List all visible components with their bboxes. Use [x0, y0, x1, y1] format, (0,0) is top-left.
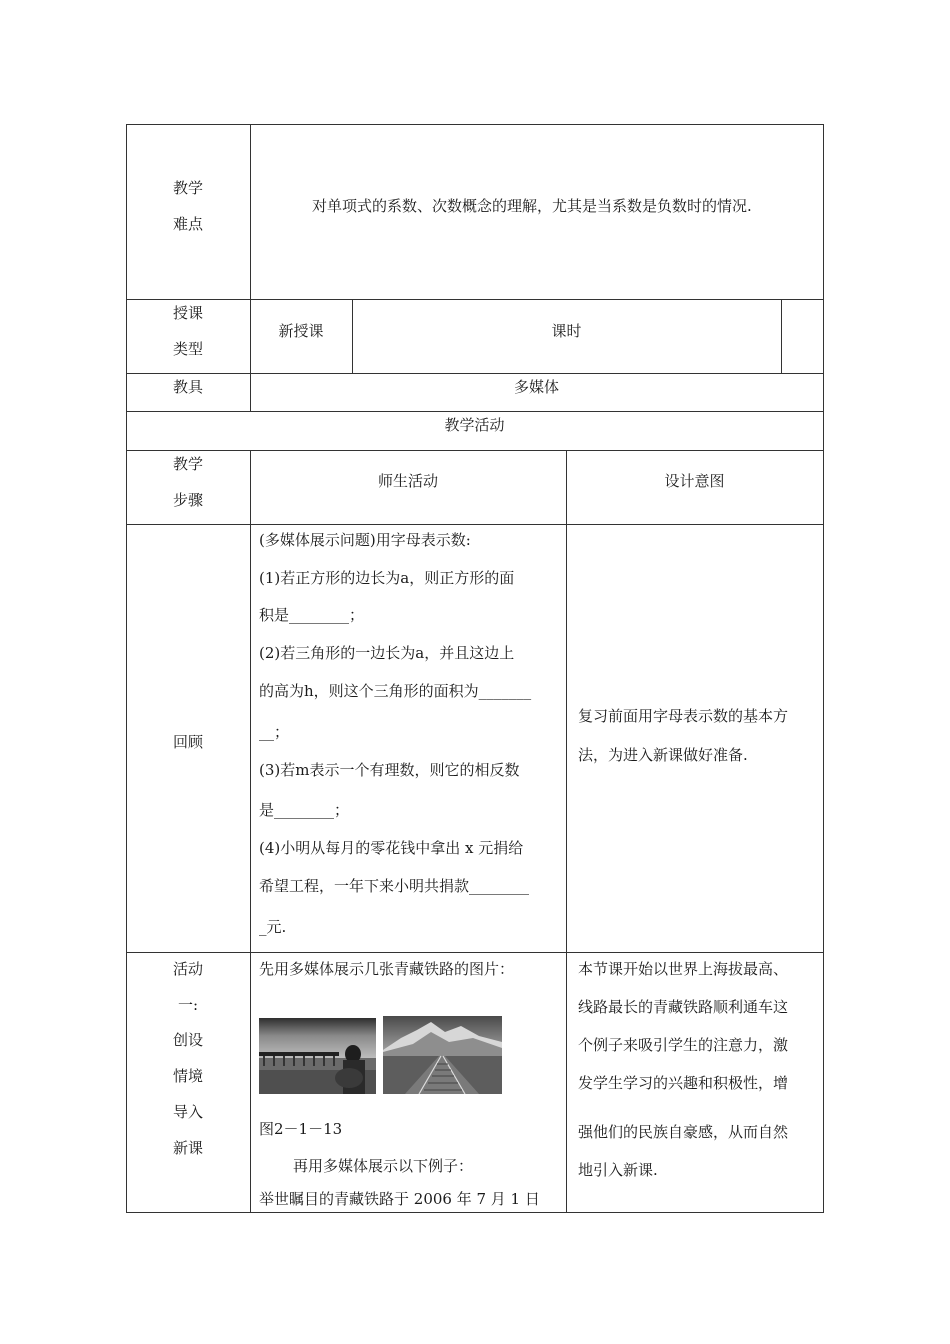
table-border-right [823, 124, 824, 1213]
activity-one-line: 再用多媒体展示以下例子： [293, 1157, 474, 1175]
activity-one-intent-line: 线路最长的青藏铁路顺利通车这 [578, 998, 789, 1016]
review-line: 是________； [259, 801, 350, 819]
review-line: (3)若m表示一个有理数，则它的相反数 [259, 761, 520, 779]
activity-one-label-line: 一: [177, 996, 199, 1014]
qinghai-tibet-railway-photo-1 [259, 1018, 376, 1094]
difficulty-content: 对单项式的系数、次数概念的理解，尤其是当系数是负数时的情况. [312, 197, 752, 215]
review-label: 回顾 [172, 733, 203, 751]
review-line: 积是________； [259, 606, 365, 624]
activity-one-intent-line: 强他们的民族自豪感，从而自然 [578, 1123, 789, 1141]
class-hours-label: 课时 [551, 322, 582, 340]
table-border-bottom [126, 1212, 824, 1213]
teaching-activities-heading: 教学活动 [444, 416, 505, 434]
difficulty-label-line1: 教学 [172, 179, 203, 197]
review-intent-line: 复习前面用字母表示数的基本方 [578, 707, 789, 725]
activity-one-intro: 先用多媒体展示几张青藏铁路的图片： [259, 960, 515, 978]
teaching-aids-value: 多媒体 [513, 378, 559, 396]
activity-one-label-line: 情境 [172, 1067, 203, 1085]
activity-header: 师生活动 [377, 472, 438, 490]
activity-one-intent-line: 地引入新课. [578, 1161, 658, 1179]
activity-one-intent-line: 本节课开始以世界上海拔最高、 [578, 960, 789, 978]
row-divider [126, 299, 824, 300]
activity-one-label-line: 活动 [172, 960, 203, 978]
review-line: (多媒体展示问题)用字母表示数: [259, 531, 471, 549]
intent-header: 设计意图 [664, 472, 725, 490]
review-line: (4)小明从每月的零花钱中拿出 x 元捐给 [259, 839, 524, 857]
row-divider [126, 952, 824, 953]
review-line: 的高为h，则这个三角形的面积为_______ [259, 682, 532, 700]
row-divider [126, 373, 824, 374]
row-divider [126, 450, 824, 451]
row-divider [126, 524, 824, 525]
review-line: (1)若正方形的边长为a，则正方形的面 [259, 569, 515, 587]
difficulty-label-line2: 难点 [172, 215, 203, 233]
activity-one-line: 举世瞩目的青藏铁路于 2006 年 7 月 1 日 [259, 1190, 540, 1208]
review-line: 希望工程，一年下来小明共捐款________ [259, 877, 530, 895]
activity-one-label-line: 新课 [172, 1139, 203, 1157]
col-divider [566, 450, 567, 1213]
activity-one-intent-line: 发学生学习的兴趣和积极性，增 [578, 1074, 789, 1092]
review-intent-line: 法，为进入新课做好准备. [578, 746, 748, 764]
col-divider [250, 450, 251, 1213]
teaching-aids-label: 教具 [172, 378, 203, 396]
row-divider [126, 411, 824, 412]
qinghai-tibet-railway-photo-2 [383, 1016, 502, 1094]
lesson-type-label-line1: 授课 [172, 304, 203, 322]
table-border-top [126, 124, 824, 125]
col-divider [250, 124, 251, 412]
lesson-type-label-line2: 类型 [172, 340, 203, 358]
figure-caption: 图2－1－13 [259, 1120, 343, 1138]
activity-one-label-line: 导入 [172, 1103, 203, 1121]
step-header-line2: 步骤 [172, 491, 203, 509]
step-header-line1: 教学 [172, 455, 203, 473]
review-line: _元. [259, 918, 287, 936]
review-line: __； [259, 723, 290, 741]
activity-one-intent-line: 个例子来吸引学生的注意力，激 [578, 1036, 789, 1054]
lesson-type-box-right [781, 299, 782, 374]
activity-one-label-line: 创设 [172, 1031, 203, 1049]
lesson-type-value: 新授课 [278, 322, 324, 340]
review-line: (2)若三角形的一边长为a，并且这边上 [259, 644, 515, 662]
